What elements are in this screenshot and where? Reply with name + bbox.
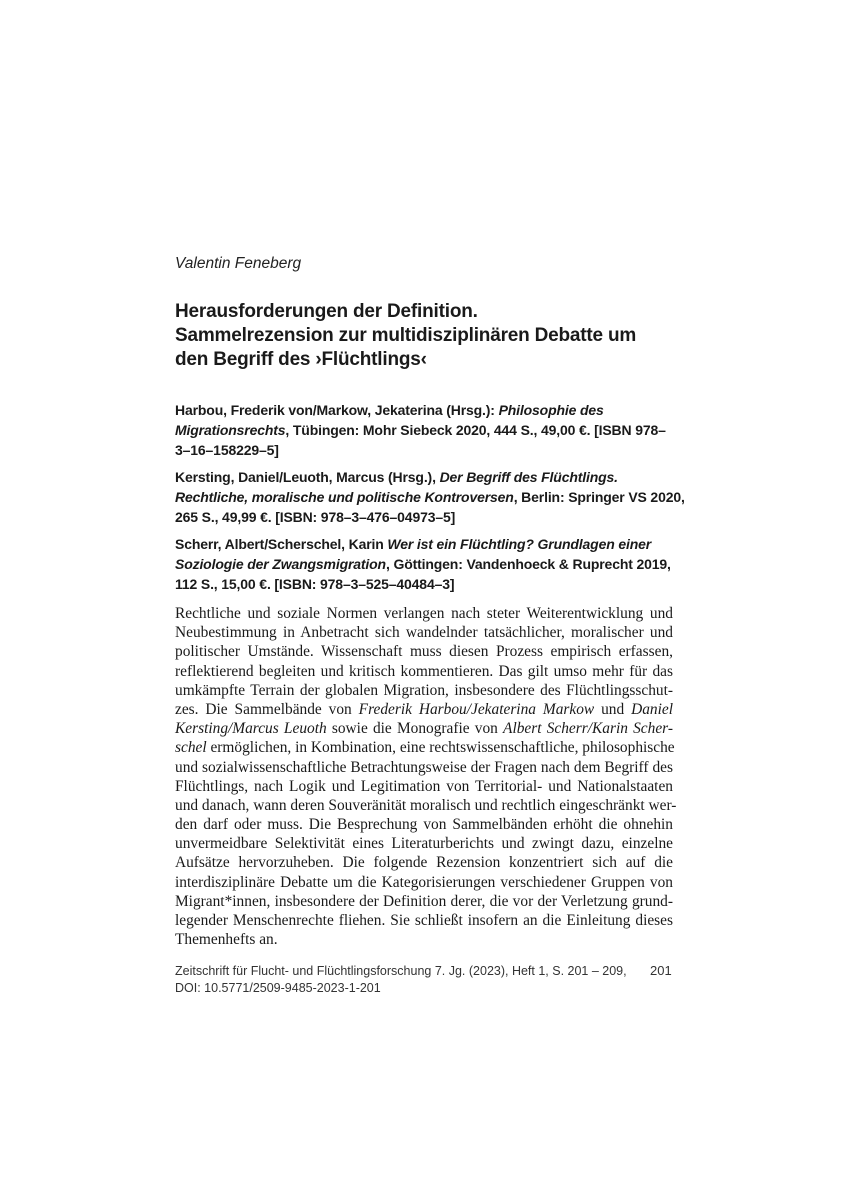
- text-segment: und danach, wann deren Souveränität moralisch und rechtlich eingeschränkt wer-: [175, 796, 677, 814]
- body-line: [175, 834, 673, 853]
- text-segment: , Tübingen: Mohr Siebeck 2020, 444 S., 49,00 €. [ISBN 978–: [285, 422, 666, 438]
- italic-text: Soziologie der Zwangsmigration: [175, 556, 386, 572]
- text-segment: Scherr, Albert/Scherschel, Karin: [175, 536, 388, 552]
- body-line: [175, 738, 673, 757]
- body-line: [175, 853, 673, 872]
- italic-text: Daniel: [631, 700, 673, 718]
- italic-text: Albert Scherr/Karin Scher-: [503, 720, 673, 738]
- reference-1: [175, 400, 675, 460]
- text-segment: unvermeidbare Selektivität eines Literaturberichts und zwingt dazu, einzelne: [175, 835, 673, 853]
- reference-line: [175, 534, 675, 554]
- text-segment: ermöglichen, in Kombination, eine rechtswissenschaftliche, philosophische: [206, 739, 675, 757]
- article-title: [175, 300, 675, 372]
- text-segment: Harbou, Frederik von/Markow, Jekaterina (Hrsg.):: [175, 402, 499, 418]
- text-segment: 3–16–158229–5]: [175, 442, 279, 458]
- reference-lines: [175, 400, 675, 460]
- reference-line: [175, 400, 675, 420]
- title-line: Sammelrezension zur multidisziplinären Debatte um: [175, 325, 637, 346]
- reference-line: [175, 467, 675, 487]
- text-segment: , Berlin: Springer VS 2020,: [513, 489, 685, 505]
- body-line: [175, 873, 673, 892]
- reference-line: [175, 440, 675, 460]
- reference-lines: [175, 467, 685, 527]
- text-segment: , Göttingen: Vandenhoeck & Ruprecht 2019,: [385, 556, 671, 572]
- reference-line: [175, 554, 675, 574]
- italic-text: schel: [175, 739, 207, 757]
- italic-text: Wer ist ein Flüchtling? Grundlagen einer: [387, 536, 652, 552]
- body-line: [175, 700, 673, 719]
- text-segment: zes. Die Sammelbände von: [175, 700, 359, 718]
- text-segment: Neubestimmung in Anbetracht sich wandelnder tatsächlicher, moralischer und: [175, 624, 673, 642]
- body-line: [175, 796, 677, 815]
- text-segment: umkämpfte Terrain der globalen Migration, insbesondere des Flüchtlingsschut-: [175, 681, 673, 699]
- reference-line: [175, 574, 675, 594]
- body-line: [175, 911, 673, 930]
- text-segment: Aufsätze hervorzuheben. Die folgende Rezension konzentriert sich auf die: [175, 854, 673, 872]
- italic-text: Philosophie des: [498, 402, 604, 418]
- italic-text: Rechtliche, moralische und politische Kontroversen: [175, 489, 514, 505]
- body-line: [175, 604, 673, 623]
- text-segment: Flüchtlings, nach Logik und Legitimation von Territorial- und Nationalstaaten: [175, 777, 673, 795]
- page-number: 201: [650, 963, 672, 978]
- reference-2: [175, 467, 685, 527]
- body-line: [175, 681, 673, 700]
- text-segment: reflektierend begleiten und kritisch kommentieren. Das gilt umso mehr für das: [175, 662, 673, 680]
- author-name: Valentin Feneberg: [175, 255, 302, 272]
- text-segment: den darf oder muss. Die Besprechung von Sammelbänden erhöht die ohnehin: [175, 816, 673, 834]
- text-segment: politischer Umstände. Wissenschaft muss diesen Prozess empirisch erfassen,: [175, 643, 673, 661]
- reference-3: [175, 534, 675, 594]
- text-segment: legender Menschenrechte fliehen. Sie schließt insofern an die Einleitung dieses: [175, 912, 673, 929]
- body-line: [175, 662, 673, 681]
- body-line: [175, 642, 673, 661]
- body-line: [175, 892, 673, 911]
- text-segment: Migrant*innen, insbesondere der Definition derer, die vor der Verletzung grund-: [175, 892, 673, 910]
- footer-doi: DOI: 10.5771/2509-9485-2023-1-201: [175, 981, 381, 995]
- italic-text: Kersting/Marcus Leuoth: [175, 720, 327, 738]
- italic-text: Der Begriff des Flüchtlings.: [439, 469, 618, 485]
- text-segment: Themenhefts an.: [175, 931, 278, 949]
- body-paragraph: [175, 604, 677, 949]
- italic-text: Migrationsrechts: [175, 422, 286, 438]
- footer-citation: Zeitschrift für Flucht- und Flüchtlingsforschung 7. Jg. (2023), Heft 1, S. 201 – 209,: [175, 964, 627, 978]
- text-segment: 112 S., 15,00 €. [ISBN: 978–3–525–40484–3]: [175, 576, 455, 592]
- body-line: [175, 930, 673, 949]
- text-segment: und: [594, 700, 632, 718]
- text-segment: 265 S., 49,99 €. [ISBN: 978–3–476–04973–5]: [175, 509, 456, 525]
- body-line: [175, 623, 673, 642]
- body-line: [175, 815, 673, 834]
- text-segment: interdisziplinäre Debatte um die Kategorisierungen verschiedener Gruppen von: [175, 873, 673, 891]
- reference-lines: [175, 534, 675, 594]
- title-line: Herausforderungen der Definition.: [175, 301, 478, 322]
- body-line: [175, 719, 673, 738]
- journal-footer: [175, 963, 675, 997]
- reference-line: [175, 420, 675, 440]
- text-segment: Kersting, Daniel/Leuoth, Marcus (Hrsg.),: [175, 469, 440, 485]
- italic-text: Frederik Harbou/Jekaterina Markow: [358, 700, 595, 718]
- reference-line: [175, 507, 675, 527]
- reference-line: [175, 487, 685, 507]
- title-line: den Begriff des ›Flüchtlings‹: [175, 349, 427, 370]
- body-line: [175, 777, 673, 796]
- text-segment: und sozialwissenschaftliche Betrachtungsweise der Fragen nach dem Begriff des: [175, 758, 673, 776]
- text-segment: Rechtliche und soziale Normen verlangen nach steter Weiterentwicklung und: [175, 605, 673, 622]
- text-segment: sowie die Monografie von: [326, 720, 504, 738]
- body-line: [175, 758, 673, 777]
